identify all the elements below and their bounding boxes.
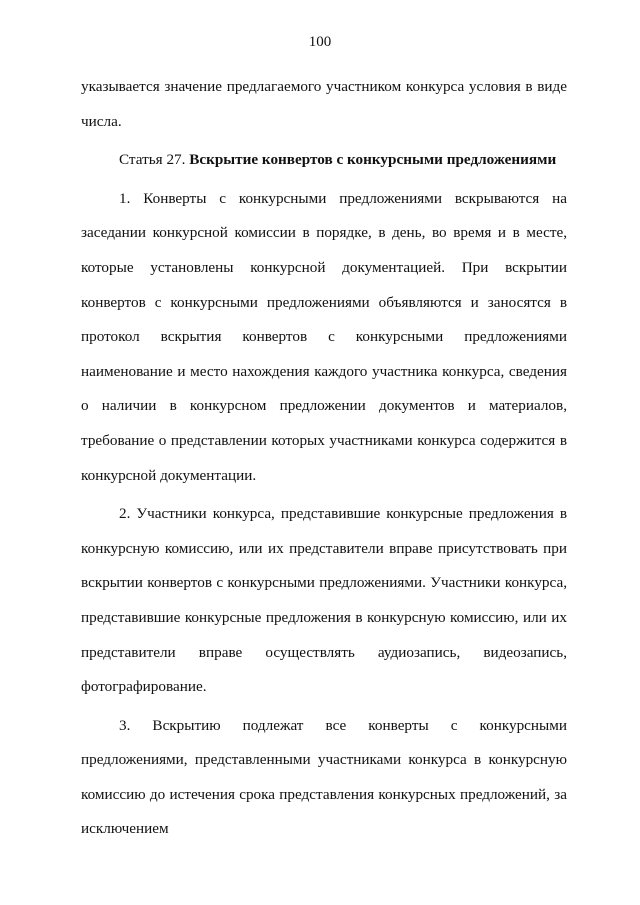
- paragraph-3: 3. Вскрытию подлежат все конверты с конкурсными предложениями, представленными участниками конкурса в конкурсную комиссию до истечения срока представления конкурсных предложений, за исключением: [81, 716, 567, 838]
- paragraph-1: 1. Конверты с конкурсными предложениями вскрываются на заседании конкурсной комиссии в порядке, в день, во время и в месте, которые установлены конкурсной документацией. При вскрытии конвертов с конкурсными предложениями объявляются и заносятся в протокол вскрытия конвертов с конкурсными предложениями наименование и место нахождения каждого участника конкурса, сведения о наличии в конкурсном предложении документов и материалов, требование о представлении которых участниками конкурса содержится в конкурсной документации.: [81, 189, 567, 484]
- page-number: 100: [308, 34, 332, 50]
- article-heading: [81, 143, 567, 178]
- article-title: Вскрытие конвертов с конкурсными предложениями: [189, 151, 557, 169]
- article-number: Статья 27.: [119, 151, 186, 169]
- document-body: [81, 70, 567, 847]
- intro-paragraph: указывается значение предлагаемого участником конкурса условия в виде числа.: [81, 78, 567, 130]
- paragraph-2: 2. Участники конкурса, представившие конкурсные предложения в конкурсную комиссию, или их представители вправе присутствовать при вскрытии конвертов с конкурсными предложениями. Участники конкурса, представившие конкурсные предложения в конкурсную комиссию, или их представители вправе осуществлять аудиозапись, видеозапись, фотографирование.: [81, 505, 567, 696]
